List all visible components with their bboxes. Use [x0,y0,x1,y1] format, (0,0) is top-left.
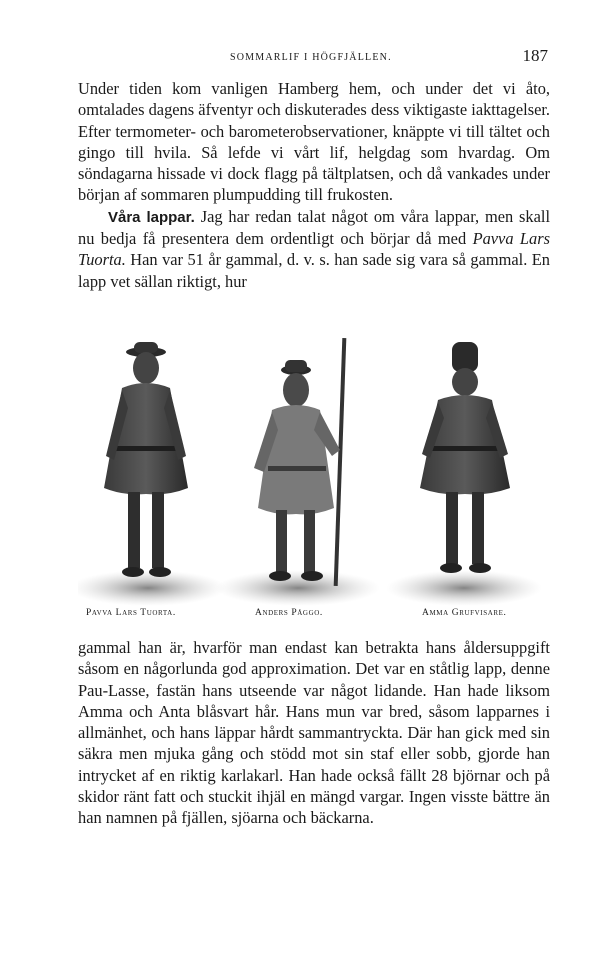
caption-pavva-lars-tuorta: Pavva Lars Tuorta. [86,608,176,618]
paragraph-3: gammal han är, hvarför man endast kan betrakta hans åldersuppgift såsom en någorlunda god approximation. Det var en ståtlig lapp, denne Pau-Lasse, fastän hans utseende var något lidande. Han hade liksom Amma och Anta blåsvart hår. Hans mun var bred, såsom lapparnes i allmänhet, och hans läppar hårdt sammantryckta. Där han gick med sin säkra men mjuka gång och stödd mot sin staf eller sobb, gjorde han intrycket af en riktig karlakarl. Han hade också fällt 28 björnar och på skidor ränt fatt och stuckit ihjäl en mängd vargar. Ingen visste bättre än han namnen på fjällen, sjöarna och bäckarna. [78,638,550,828]
paragraph-2-text-b: Han var 51 år gammal, d. v. s. han sade sig vara så gammal. En lapp vet sällan riktigt, hur [78,250,550,291]
illustration-svg [78,338,550,606]
paragraph-1: Under tiden kom vanligen Hamberg hem, och under det vi åto, omtalades dagens äfventyr och diskuterades dess viktigaste iakttagelser. Efter termometer- och barometerobservationer, knäppte vi till tältet och gingo till hvila. Så lefde vi vårt lif, helgdag som hvardag. Om söndagarna hissade vi dock flagg på tältplatsen, och då vankades under början af sommaren plumpudding till frukosten. [78,79,550,205]
paragraph-2-text-a: Jag har redan talat något om våra lappar, men skall nu bedja få presentera dem ordentligt och börjar då med [78,206,550,249]
caption-anders-paggo: Anders Påggo. [255,608,323,618]
illustration-figure [78,338,550,628]
paragraph-2 [78,206,550,292]
section-heading: Våra lappar. [108,208,195,226]
page-header [78,46,548,70]
person-name-italic: Pavva Lars Tuorta. [78,229,550,270]
man-in-tall-cap-figure [386,342,542,606]
running-title: SOMMARLIF I HÖGFJÄLLEN. [230,52,392,63]
top-text-block [78,78,550,292]
page-number: 187 [522,46,548,65]
man-with-staff-figure [216,338,380,606]
standing-man-figure [78,342,226,606]
caption-amma-grufvisare: Amma Grufvisare. [422,608,507,618]
bottom-text-block [78,637,550,829]
